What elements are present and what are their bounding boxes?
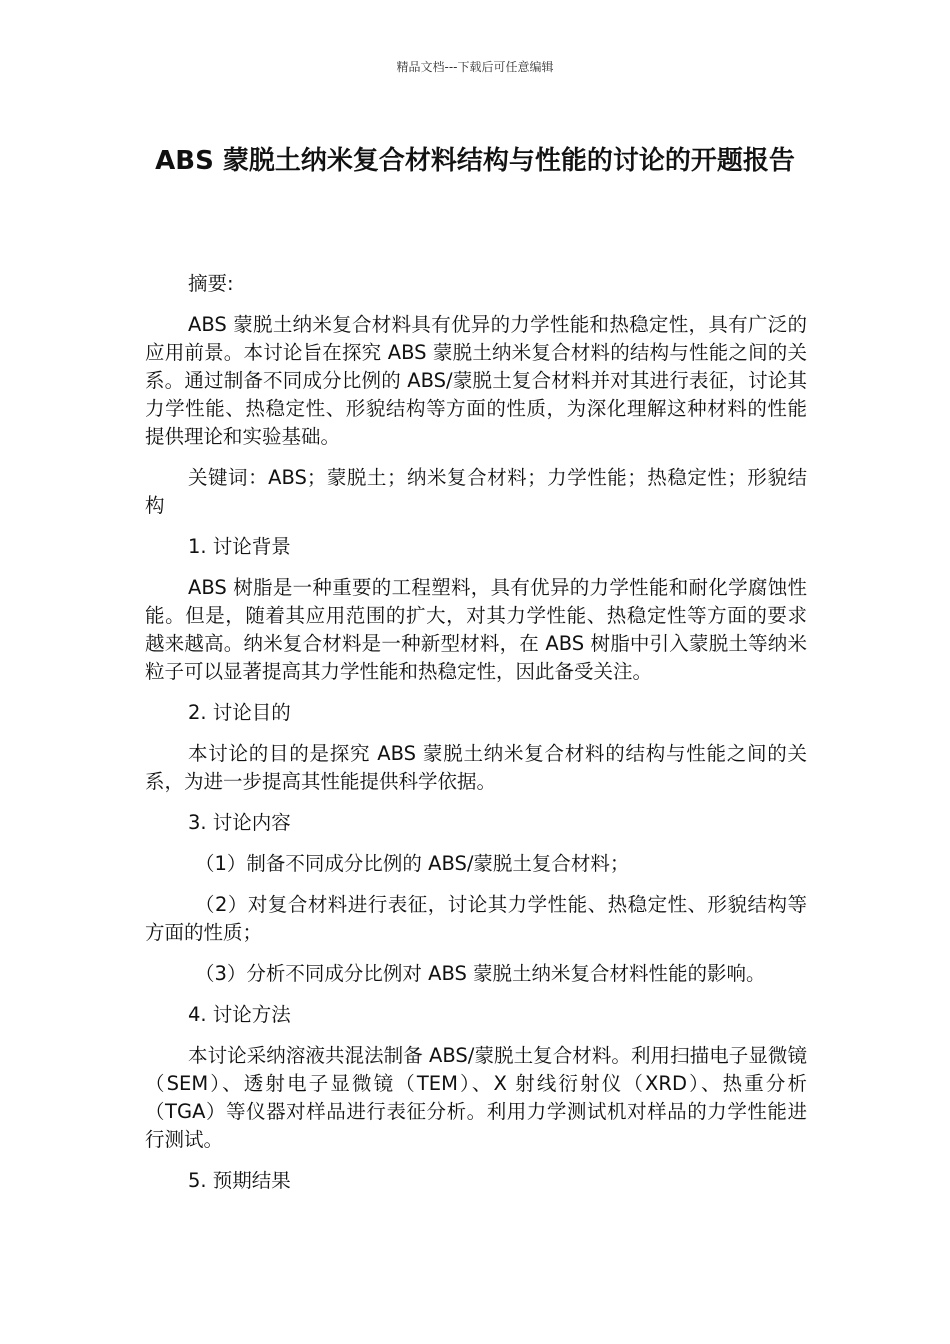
- section-paragraph: ABS 树脂是一种重要的工程塑料，具有优异的力学性能和耐化学腐蚀性能。但是，随着其应用范围的扩大，对其力学性能、热稳定性等方面的要求越来越高。纳米复合材料是一种新型材料，在 ABS 树脂中引入蒙脱土等纳米粒子可以显著提高其力学性能和热稳定性，因此备受关注。: [145, 576, 807, 683]
- section-heading: 5. 预期结果: [188, 1169, 291, 1192]
- section-heading: 3. 讨论内容: [188, 811, 291, 834]
- abstract-label: 摘要:: [188, 272, 234, 295]
- keywords: 关键词：ABS；蒙脱土；纳米复合材料；力学性能；热稳定性；形貌结构: [145, 466, 807, 517]
- section-heading: 2. 讨论目的: [188, 701, 291, 724]
- section-heading: 1. 讨论背景: [188, 535, 291, 558]
- header-note: 精品文档---下载后可任意编辑: [396, 60, 554, 74]
- section-paragraph: 本讨论的目的是探究 ABS 蒙脱土纳米复合材料的结构与性能之间的关系，为进一步提高其性能提供科学依据。: [145, 742, 807, 793]
- document-title: ABS 蒙脱土纳米复合材料结构与性能的讨论的开题报告: [155, 146, 795, 176]
- list-item: （3）分析不同成分比例对 ABS 蒙脱土纳米复合材料性能的影响。: [195, 962, 766, 985]
- list-item: （2）对复合材料进行表征，讨论其力学性能、热稳定性、形貌结构等方面的性质；: [145, 893, 807, 944]
- section-paragraph: 本讨论采纳溶液共混法制备 ABS/蒙脱土复合材料。利用扫描电子显微镜（SEM）、透射电子显微镜（TEM）、X 射线衍射仪（XRD）、热重分析（TGA）等仪器对样品进行表征分析。利用力学测试机对样品的力学性能进行测试。: [145, 1044, 807, 1151]
- list-item: （1）制备不同成分比例的 ABS/蒙脱土复合材料；: [195, 852, 630, 875]
- document-body: [145, 270, 807, 1208]
- abstract-text: ABS 蒙脱土纳米复合材料具有优异的力学性能和热稳定性，具有广泛的应用前景。本讨论旨在探究 ABS 蒙脱土纳米复合材料的结构与性能之间的关系。通过制备不同成分比例的 ABS/蒙脱土复合材料并对其进行表征，讨论其力学性能、热稳定性、形貌结构等方面的性质，为深化理解这种材料的性能提供理论和实验基础。: [145, 313, 807, 448]
- section-heading: 4. 讨论方法: [188, 1003, 291, 1026]
